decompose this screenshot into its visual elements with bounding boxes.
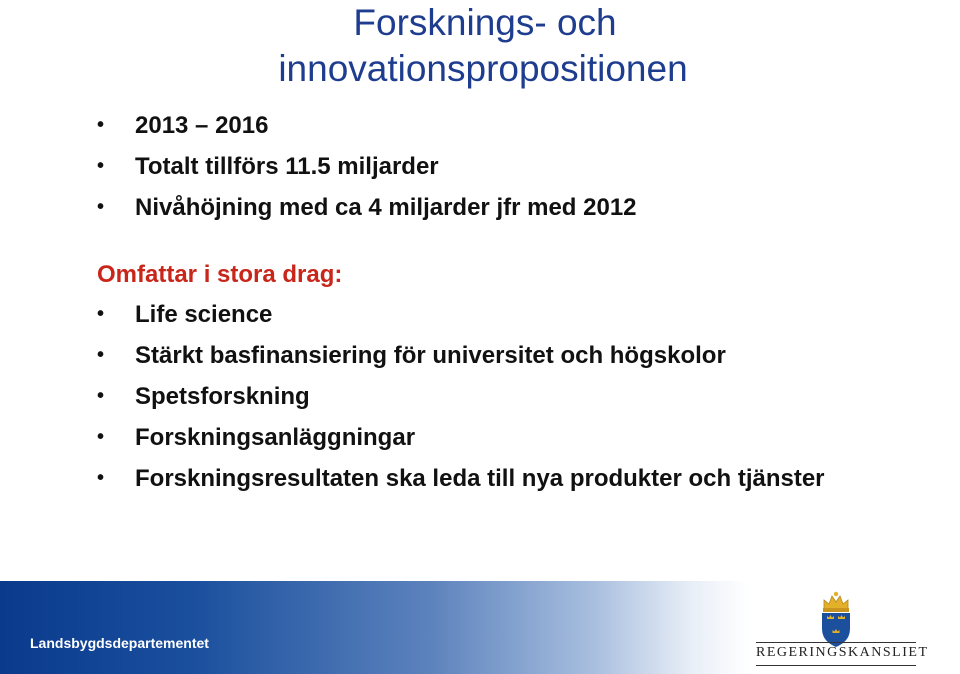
footer-bar [0, 581, 960, 674]
list-item [95, 465, 855, 492]
bullet-icon: • [97, 155, 105, 177]
title-line-1: Forsknings- och [353, 2, 617, 43]
list-item-text: Forskningsresultaten ska leda till nya produkter och tjänster [135, 465, 825, 492]
list-item [95, 383, 915, 410]
bullet-icon: • [97, 344, 105, 366]
bullet-icon: • [97, 385, 105, 407]
department-name: Landsbygdsdepartementet [30, 635, 209, 651]
list-item [95, 301, 915, 328]
logo-rule-top [756, 642, 916, 643]
bullet-icon: • [97, 426, 105, 448]
list-item-text: Stärkt basfinansiering för universitet och högskolor [135, 342, 726, 369]
logo-rule-bottom [756, 665, 916, 666]
scope-list [95, 301, 915, 492]
crown-shield-icon [816, 589, 856, 653]
summary-list [95, 112, 915, 221]
bullet-icon: • [97, 196, 105, 218]
list-item [95, 342, 915, 369]
logo-text: REGERINGSKANSLIET [756, 645, 929, 660]
section-heading: Omfattar i stora drag: [97, 261, 343, 288]
list-item-text: Nivåhöjning med ca 4 miljarder jfr med 2012 [135, 194, 637, 221]
regeringskansliet-logo [756, 589, 929, 669]
title-line-2: innovationspropositionen [278, 48, 688, 89]
list-item-text: Totalt tillförs 11.5 miljarder [135, 153, 439, 180]
list-item-text: 2013 – 2016 [135, 112, 269, 139]
bullet-icon: • [97, 114, 105, 136]
list-item [95, 153, 915, 180]
slide-content [95, 112, 915, 506]
bullet-icon: • [97, 303, 105, 325]
bullet-icon: • [97, 467, 105, 489]
list-item-text: Life science [135, 301, 273, 328]
list-item [95, 194, 915, 221]
list-item [95, 424, 915, 451]
list-item-text: Forskningsanläggningar [135, 424, 416, 451]
list-item [95, 112, 915, 139]
slide-title [0, 0, 960, 92]
list-item-text: Spetsforskning [135, 383, 310, 410]
